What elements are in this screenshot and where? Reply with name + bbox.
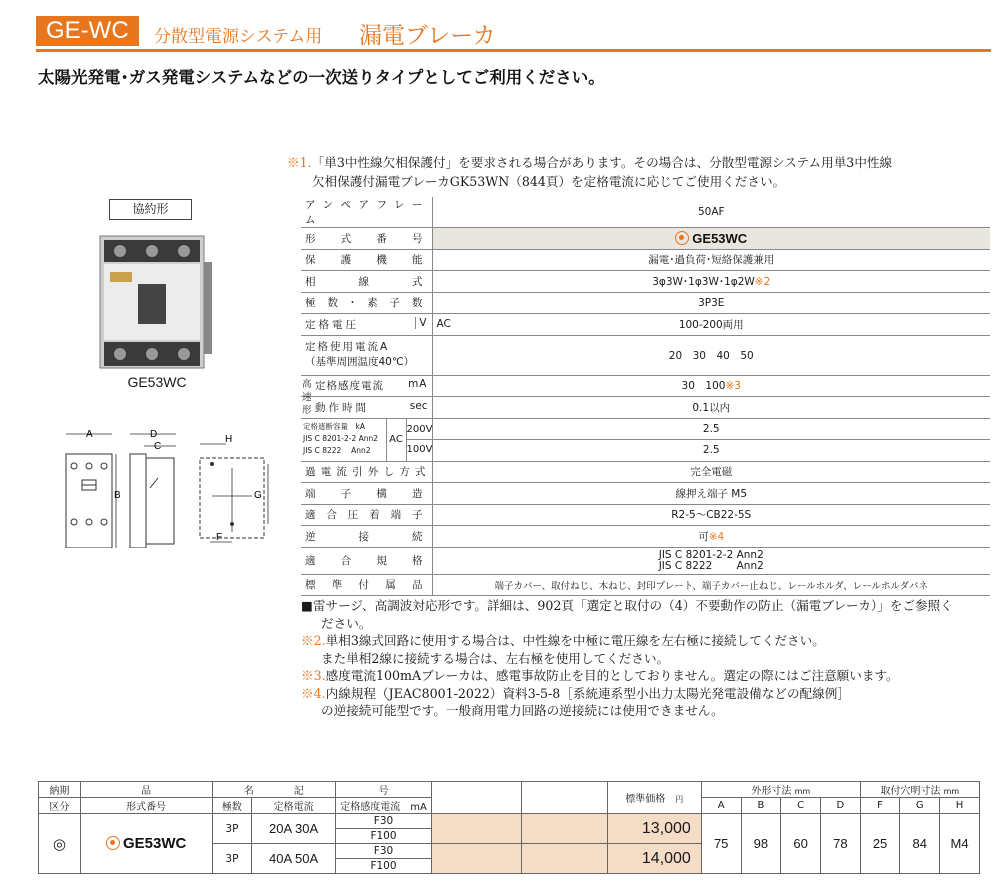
spec-value: 完全電磁: [432, 461, 990, 483]
col-g: G: [900, 798, 940, 814]
col-price: 標準価格: [625, 794, 666, 805]
col-h: H: [940, 798, 980, 814]
spec-value: 50AF: [432, 197, 990, 228]
spec-row: [301, 292, 990, 314]
price-table: [38, 781, 980, 874]
spec-value: 可: [698, 530, 709, 543]
dim-h-cell: M4: [940, 814, 980, 874]
pse-logo-icon: [675, 231, 689, 245]
dim-label-g: G: [254, 490, 262, 501]
dim-f-cell: 25: [860, 814, 900, 874]
spec-voltage: 100V: [406, 443, 433, 455]
col-delivery: 納期: [39, 782, 81, 798]
col-d: D: [820, 798, 860, 814]
col-a: A: [701, 798, 741, 814]
note-item: [301, 597, 991, 615]
spec-unit: mA: [408, 378, 428, 391]
note-item: [301, 685, 991, 703]
poles-cell: 3P: [212, 814, 252, 844]
product-photo: [96, 232, 216, 372]
spec-label: 適合圧着端子: [301, 504, 432, 526]
col-sensitivity: 定格感度電流 mA: [335, 798, 431, 814]
col-mount: 取付穴明寸法: [880, 786, 941, 797]
spec-row: [301, 397, 990, 419]
spec-sub: AC: [436, 318, 451, 330]
header-text: 品: [141, 786, 152, 797]
spec-label: 形式番号: [301, 228, 432, 250]
dim-b-cell: 98: [741, 814, 781, 874]
note-text: また単相2線に接続する場合は、左右極を使用してください。: [321, 650, 670, 666]
price-header-row: [39, 782, 980, 798]
current-cell: 20A 30A: [252, 814, 336, 844]
spec-label: 相線式: [301, 271, 432, 293]
col-delivery: 区分: [39, 798, 81, 814]
model-code: GE53WC: [123, 835, 187, 852]
spec-label: 定格電圧: [305, 318, 359, 331]
price-cell: 13,000: [607, 814, 701, 844]
spec-sub: AC: [386, 419, 406, 461]
spec-value: 30 100: [681, 380, 726, 393]
spec-voltage: 200V: [407, 419, 432, 440]
note-mark: ※4.: [301, 685, 326, 701]
price-cell: 14,000: [607, 844, 701, 874]
note-text: 雷サージ、高調波対応形です。詳細は、902頁「選定と取付の（4）不要動作の防止（漏電ブレーカ）」をご参照く: [312, 598, 953, 613]
table-row: [39, 814, 980, 829]
spec-label: 過電流引外し方式: [301, 461, 432, 483]
note-text: ださい。: [321, 615, 372, 631]
spec-label: 極数･素子数: [301, 292, 432, 314]
spec-row: [301, 197, 990, 228]
spec-group: 高速形: [302, 378, 313, 416]
spec-label: 適合規格: [301, 547, 432, 574]
col-f: F: [860, 798, 900, 814]
spec-label: 定格遮断容量 kA: [303, 421, 365, 431]
spec-label: 定格使用電流A: [305, 341, 390, 353]
note-mark: ※2.: [301, 633, 326, 648]
spec-row: [301, 375, 990, 397]
spec-std: JIS C 8222 Ann2: [303, 445, 371, 455]
note-item: [301, 667, 991, 685]
note-mark: ※2: [754, 275, 771, 288]
spec-label: 端子構造: [301, 483, 432, 505]
spec-row: [301, 526, 990, 548]
col-poles: 極数: [212, 798, 252, 814]
spec-std: JIS C 8201-2-2 Ann2: [303, 433, 379, 443]
header-text: 号: [378, 786, 389, 797]
note-text: の逆接続可能型です。一般商用電力回路の逆接続には使用できません。: [321, 703, 724, 718]
notes-list: [301, 597, 991, 720]
model-code: GE53WC: [692, 230, 748, 246]
col-model: 形式番号: [80, 798, 212, 814]
dim-d-cell: 78: [820, 814, 860, 874]
header-subtitle: 分散型電源システム用: [154, 27, 323, 47]
photo-caption: GE53WC: [127, 374, 187, 390]
col-current: 定格電流: [252, 798, 336, 814]
spec-row: [301, 574, 990, 596]
delivery-mark: ◎: [39, 814, 81, 874]
spec-sublabel: （基準周囲温度40℃）: [305, 356, 415, 368]
spec-value: 2.5: [702, 444, 720, 456]
note-mark: ※3: [725, 380, 741, 393]
spec-row: [301, 461, 990, 483]
spec-value: 100-200両用: [678, 318, 744, 331]
price-unit: 円: [675, 795, 684, 804]
spec-label: 保護機能: [301, 249, 432, 271]
note-text-2: 欠相保護付漏電ブレーカGK53WN（844頁）を定格電流に応じてご使用ください。: [312, 174, 786, 189]
note-text: 内線規程（JEAC8001-2022）資料3-5-8［系統連系型小出力太陽光発電設備などの配線例］: [325, 685, 850, 701]
spec-value: 漏電･過負荷･短絡保護兼用: [432, 249, 990, 271]
dim-a-cell: 75: [701, 814, 741, 874]
note-item: [301, 632, 991, 650]
note-1: [287, 153, 987, 191]
spec-value: 線押え端子 M5: [432, 483, 990, 505]
note-mark: ■: [301, 598, 313, 613]
poles-cell: 3P: [212, 844, 252, 874]
spec-row: [301, 228, 990, 250]
dimension-drawing: [50, 428, 282, 548]
dim-label-h: H: [225, 434, 233, 445]
unit: mm: [943, 787, 960, 796]
note-mark: ※1.: [287, 155, 312, 170]
spec-value: R2-5～CB22-5S: [432, 504, 990, 526]
current-cell: 40A 50A: [252, 844, 336, 874]
spec-row: [301, 271, 990, 293]
note-text: 単相3線式回路に使用する場合は、中性線を中極に電圧線を左右極に接続してください。: [325, 633, 825, 648]
spec-std: JIS C 8222 Ann2: [658, 559, 764, 572]
type-badge: 協約形: [109, 199, 192, 220]
dim-label-c: C: [154, 441, 162, 452]
sensitivity-cell: F100: [335, 859, 431, 874]
spec-row: [301, 418, 990, 461]
spec-label: 定格感度電流: [315, 380, 384, 393]
spec-std: JIS C 8201-2-2 Ann2: [658, 548, 764, 561]
page-header: [36, 14, 991, 52]
spec-label: 逆接続: [301, 526, 432, 548]
spec-label: アンペアフレーム: [301, 197, 432, 228]
note-text: 「単3中性線欠相保護付」を要求される場合があります。その場合は、分散型電源システム用単3中性線: [311, 155, 893, 170]
dim-g-cell: 84: [900, 814, 940, 874]
spec-row: [301, 483, 990, 505]
col-c: C: [781, 798, 821, 814]
pse-logo-icon: [106, 836, 120, 850]
spec-row: [301, 249, 990, 271]
spec-row: [301, 504, 990, 526]
series-code: GE-WC: [36, 16, 139, 46]
lead-text: 太陽光発電･ガス発電システムなどの一次送りタイプとしてご利用ください。: [38, 68, 605, 87]
spec-value: 20 30 40 50: [432, 335, 990, 375]
sensitivity-cell: F30: [335, 844, 431, 859]
sensitivity-cell: F30: [335, 814, 431, 829]
dim-label-f: F: [216, 532, 223, 543]
spec-value: 3P3E: [432, 292, 990, 314]
spec-row: [301, 314, 990, 336]
col-outer: 外形寸法: [751, 786, 792, 797]
note-mark: ※4: [708, 530, 725, 543]
spec-label: 標準付属品: [301, 574, 432, 596]
dim-label-d: D: [150, 429, 158, 440]
unit: mm: [794, 787, 811, 796]
dim-c-cell: 60: [781, 814, 821, 874]
spec-label: 動作時間: [315, 401, 369, 414]
spec-unit: V: [415, 317, 431, 329]
header-text: 記: [293, 786, 304, 797]
note-text: 感度電流100mAブレーカは、感電事故防止を目的としておりません。選定の際にはご注意願います。: [325, 668, 899, 683]
spec-row: [301, 335, 990, 375]
spec-row: [301, 547, 990, 574]
page-title: 漏電ブレーカ: [359, 23, 496, 49]
col-b: B: [741, 798, 781, 814]
spec-value: 3φ3W･1φ3W･1φ2W: [652, 275, 755, 288]
dim-label-b: B: [114, 490, 121, 501]
header-text: 名: [243, 786, 254, 797]
sensitivity-cell: F100: [335, 829, 431, 844]
spec-value: 0.1以内: [432, 397, 990, 419]
spec-value: 2.5: [433, 419, 991, 440]
spec-table: [301, 197, 990, 596]
dim-label-a: A: [86, 429, 93, 440]
note-mark: ※3.: [301, 668, 326, 683]
spec-unit: sec: [409, 399, 428, 412]
spec-value: 端子カバー、取付ねじ、木ねじ、封印プレート、端子カバー止ねじ、レールホルダ、レールホルダバネ: [432, 574, 990, 596]
